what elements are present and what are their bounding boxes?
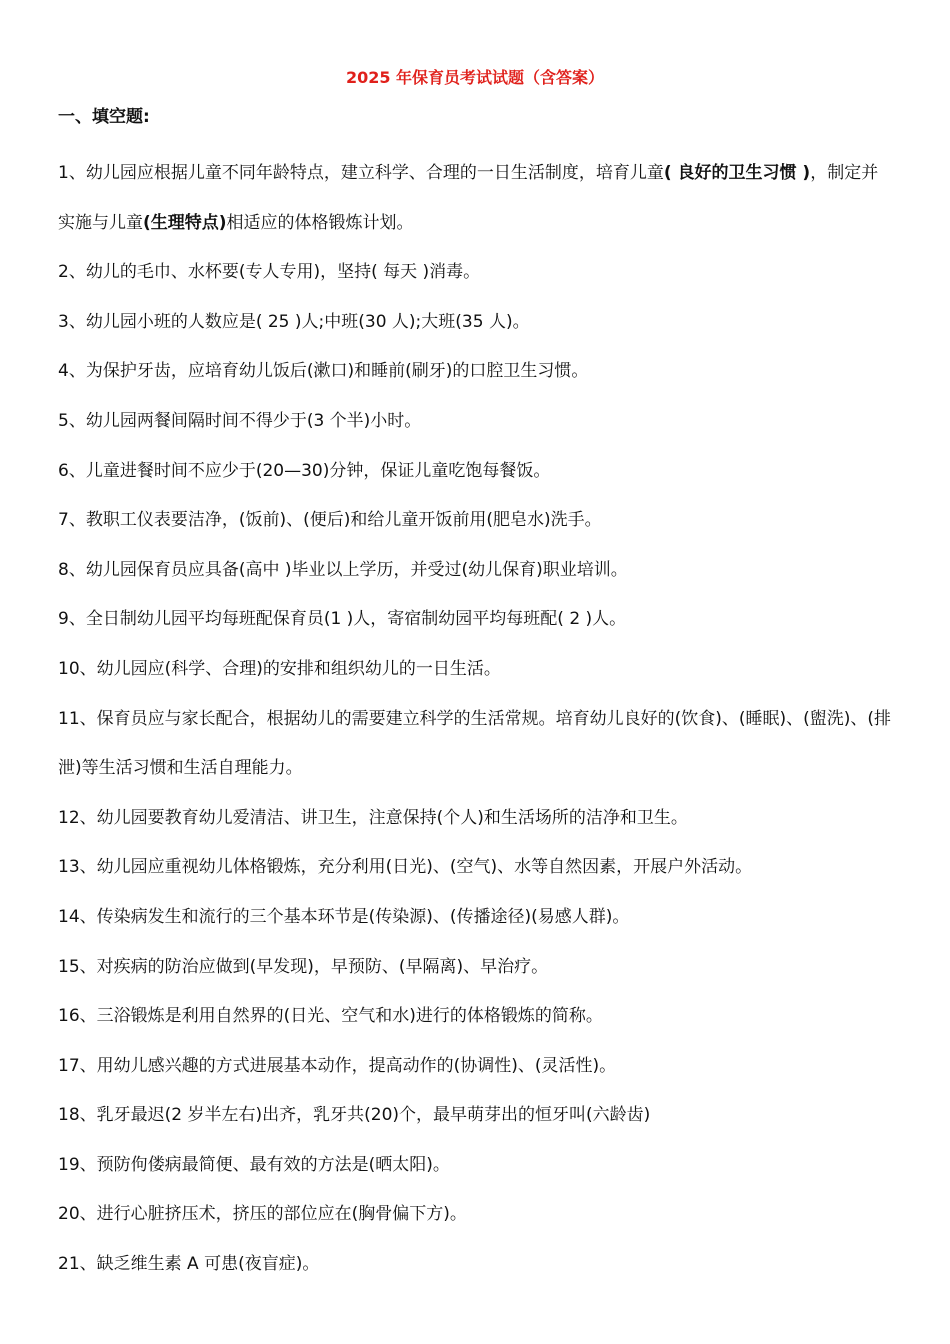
question-text: 18、乳牙最迟(2 岁半左右)出齐，乳牙共(20)个，最早萌芽出的恒牙叫(六龄齿) — [58, 1105, 651, 1126]
question-item — [58, 992, 892, 1042]
question-item — [58, 447, 892, 497]
question-text: 7、教职工仪表要洁净，(饭前)、(便后)和给儿童开饭前用(肥皂水)洗手。 — [58, 510, 602, 531]
question-item — [58, 1240, 892, 1290]
question-item — [58, 943, 892, 993]
question-text: 10、幼儿园应(科学、合理)的安排和组织幼儿的一日生活。 — [58, 658, 501, 679]
question-item — [58, 794, 892, 844]
question-text: 9、全日制幼儿园平均每班配保育员(1 )人，寄宿制幼园平均每班配( 2 )人。 — [58, 609, 627, 630]
question-text: 2、幼儿的毛巾、水杯要(专人专用)，坚持( 每天 )消毒。 — [58, 262, 481, 283]
question-text: 19、预防佝偻病最简便、最有效的方法是(晒太阳)。 — [58, 1154, 450, 1175]
question-text: 13、幼儿园应重视幼儿体格锻炼，充分利用(日光)、(空气)、水等自然因素，开展户外活动。 — [58, 857, 753, 878]
question-text: 11、保育员应与家长配合，根据幼儿的需要建立科学的生活常规。培育幼儿良好的(饮食)、(睡眠)、(盥洗)、(排泄)等生活习惯和生活自理能力。 — [58, 708, 892, 779]
question-text: 3、幼儿园小班的人数应是( 25 )人;中班(30 人);大班(35 人)。 — [58, 311, 530, 332]
question-item — [58, 695, 892, 794]
question-item — [58, 1190, 892, 1240]
question-item — [58, 248, 892, 298]
question-list — [58, 149, 892, 1290]
question-text: 14、传染病发生和流行的三个基本环节是(传染源)、(传播途径)(易感人群)。 — [58, 906, 630, 927]
question-item — [58, 843, 892, 893]
question-item — [58, 347, 892, 397]
question-item — [58, 1042, 892, 1092]
question-text: 6、儿童进餐时间不应少于(20—30)分钟，保证儿童吃饱每餐饭。 — [58, 460, 551, 481]
question-text: ，制定并实施与儿童 — [58, 163, 879, 233]
question-text: 15、对疾病的防治应做到(早发现)，早预防、(早隔离)、早治疗。 — [58, 956, 549, 977]
question-text: 1、幼儿园应根据儿童不同年龄特点，建立科学、合理的一日生活制度，培育儿童 — [58, 163, 664, 183]
question-item — [58, 149, 892, 248]
question-text: 20、进行心脏挤压术，挤压的部位应在(胸骨偏下方)。 — [58, 1204, 467, 1225]
question-text: 5、幼儿园两餐间隔时间不得少于(3 个半)小时。 — [58, 410, 422, 431]
question-item — [58, 1141, 892, 1191]
question-item — [58, 893, 892, 943]
question-text: 12、幼儿园要教育幼儿爱清洁、讲卫生，注意保持(个人)和生活场所的洁净和卫生。 — [58, 807, 688, 828]
question-item — [58, 595, 892, 645]
section-heading: 一、填空题: — [58, 107, 150, 127]
question-item — [58, 1091, 892, 1141]
question-item — [58, 496, 892, 546]
question-item — [58, 645, 892, 695]
question-item — [58, 397, 892, 447]
question-text: 4、为保护牙齿，应培育幼儿饭后(漱口)和睡前(刷牙)的口腔卫生习惯。 — [58, 361, 589, 382]
question-item — [58, 546, 892, 596]
answer-bold-text: (生理特点) — [143, 212, 227, 233]
question-text: 21、缺乏维生素 A 可患(夜盲症)。 — [58, 1254, 320, 1275]
answer-bold-text: ( 良好的卫生习惯 ) — [663, 163, 811, 183]
question-text: 相适应的体格锻炼计划。 — [226, 212, 414, 233]
question-text: 16、三浴锻炼是利用自然界的(日光、空气和水)进行的体格锻炼的简称。 — [58, 1006, 603, 1027]
question-text: 17、用幼儿感兴趣的方式进展基本动作，提高动作的(协调性)、(灵活性)。 — [58, 1055, 617, 1076]
question-item — [58, 298, 892, 348]
question-text: 8、幼儿园保育员应具备(高中 )毕业以上学历，并受过(幼儿保育)职业培训。 — [58, 559, 628, 580]
document-title: 2025 年保育员考试试题（含答案） — [345, 68, 605, 87]
